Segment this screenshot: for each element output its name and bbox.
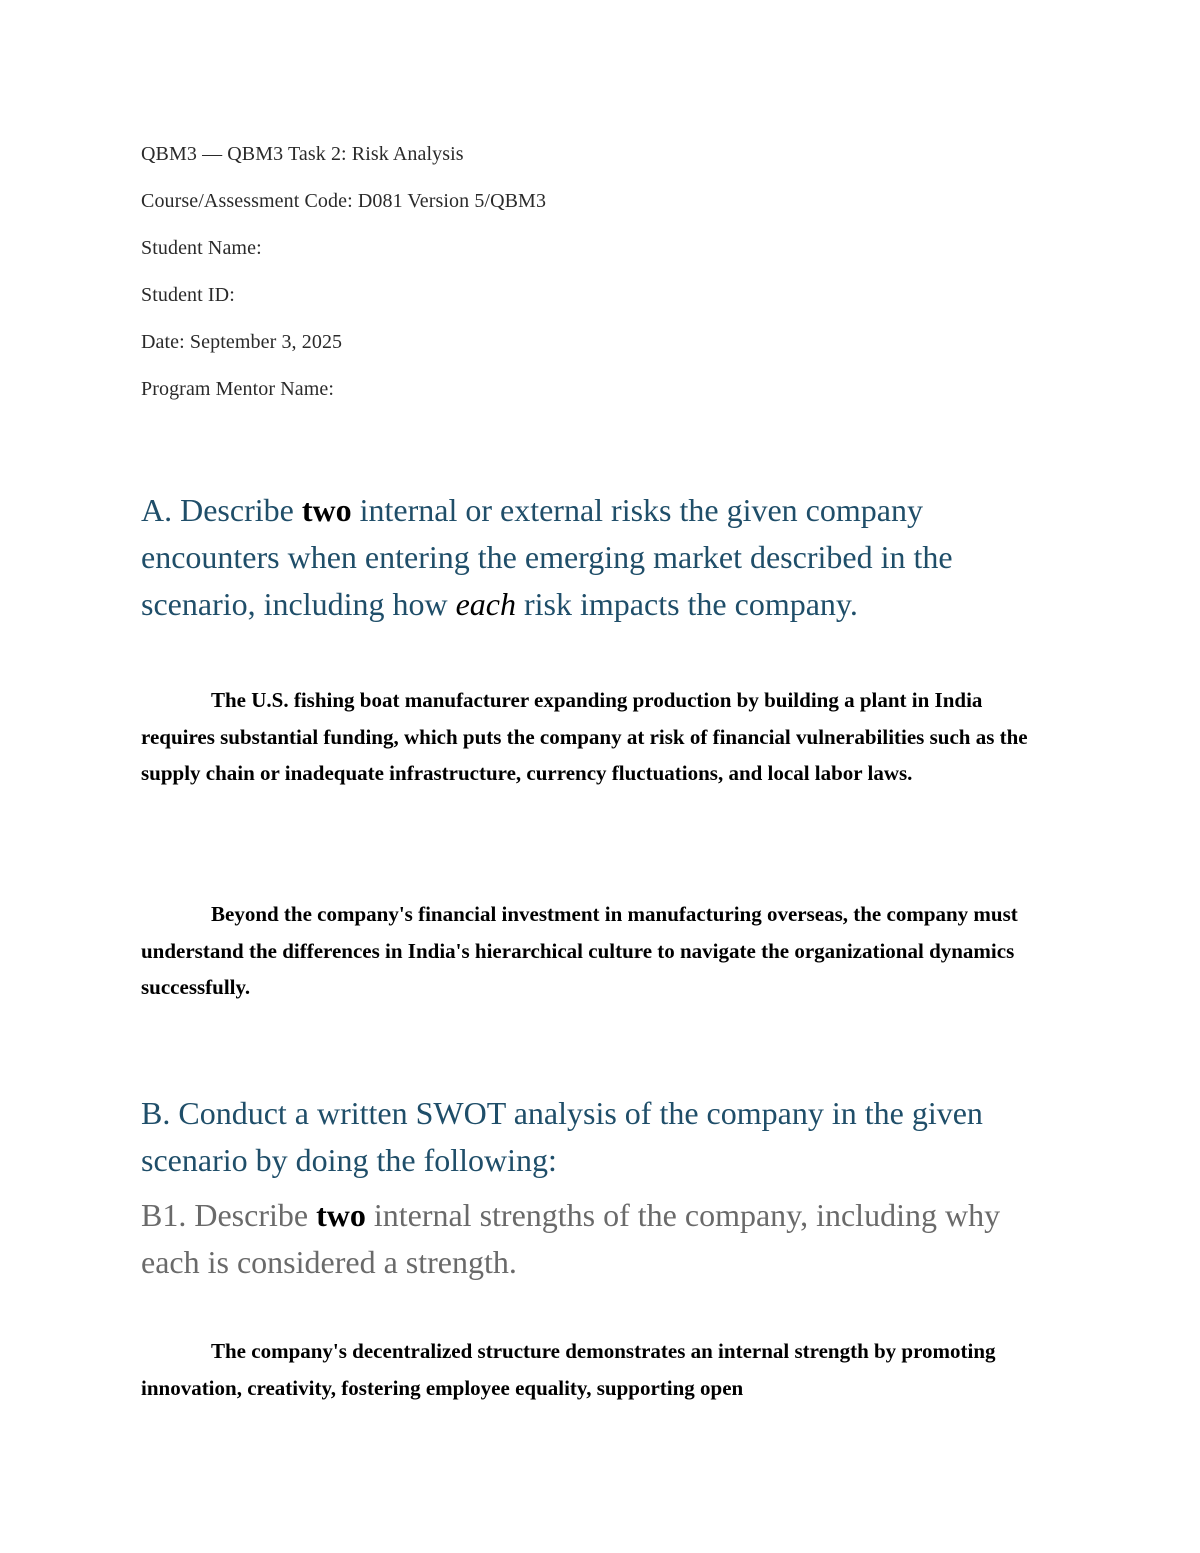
section-a-heading-text-3: risk impacts the company. <box>516 586 858 622</box>
section-a-heading <box>141 487 1061 628</box>
section-a-heading-text-2: internal or external risks the given company encounters when entering the emerging market described in the scenario, including how <box>141 492 953 622</box>
student-id-label: Student ID: <box>141 284 235 306</box>
section-b1-heading-text-2: internal strengths of the company, including why each is considered a strength. <box>141 1197 1001 1280</box>
section-a-heading-text-1: A. Describe <box>141 492 302 528</box>
student-name-label: Student Name: <box>141 237 262 259</box>
section-a-paragraph-2: Beyond the company's financial investment in manufacturing overseas, the company must understand the differences in India's hierarchical culture to navigate the organizational dynamics successfully. <box>141 902 1018 999</box>
date-line: Date: September 3, 2025 <box>141 331 343 353</box>
mentor-name-label: Program Mentor Name: <box>141 378 335 400</box>
course-code: Course/Assessment Code: D081 Version 5/QBM3 <box>141 190 547 212</box>
section-b1-heading-bold: two <box>316 1197 366 1233</box>
section-a-heading-bold: two <box>301 492 352 528</box>
section-b1-heading <box>141 1192 1061 1286</box>
assignment-title: QBM3 — QBM3 Task 2: Risk Analysis <box>141 143 464 165</box>
section-a-paragraph-1: The U.S. fishing boat manufacturer expanding production by building a plant in India requires substantial funding, which puts the company at risk of financial vulnerabilities such as the supply chain or inadequate infrastructure, currency fluctuations, and local labor laws. <box>141 688 1028 785</box>
section-b1-paragraph-1: The company's decentralized structure demonstrates an internal strength by promoting innovation, creativity, fostering employee equality, supporting open <box>141 1339 996 1400</box>
section-b1-heading-text-1: B1. Describe <box>141 1197 317 1233</box>
section-b-heading: B. Conduct a written SWOT analysis of the company in the given scenario by doing the following: <box>141 1095 983 1178</box>
section-a-heading-italic: each <box>455 586 516 622</box>
